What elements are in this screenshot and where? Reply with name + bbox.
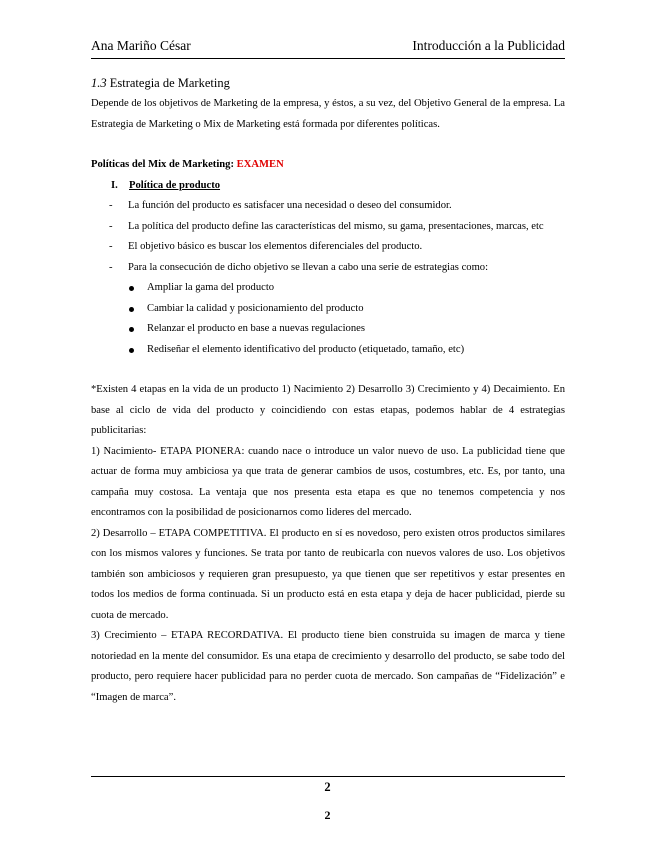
stage-paragraph-3: 3) Crecimiento – ETAPA RECORDATIVA. El producto tiene bien construida su imagen de marca y tiene notoriedad en la mente del consumidor. Es una etapa de crecimiento y desarrollo del producto, se sabe todo del producto, pero requiere hacer publicidad para no perder cuota de mercado. Son campañas de “Fidelización” e “Imagen de marca”. (91, 630, 565, 703)
bullet-item (91, 299, 565, 320)
bullet-item (91, 319, 565, 340)
policy-item-title: Política de producto (129, 179, 221, 191)
dash-item: - La función del producto es satisfacer una necesidad o deseo del consumidor. (91, 196, 565, 217)
stage-paragraph-2: 2) Desarrollo – ETAPA COMPETITIVA. El producto en sí es novedoso, pero existen otros productos similares con los mismos valores y funciones. Se trata por tanto de reubicarla con nuevos valores de uso. Los objetivos también son ambiciosos y requieren gran presupuesto, ya que tienen que ser repetitivos y estar presentes en todos los medios de forma continuada. Si un producto está en esta etapa y deja de hacer publicidad, pierde su cuota de mercado. (91, 527, 565, 621)
policies-heading (91, 155, 565, 176)
bullet-item (91, 278, 565, 299)
exam-tag: EXAMEN (236, 159, 284, 170)
bullet-text: Relanzar el producto en base a nuevas regulaciones (147, 323, 365, 334)
section-title: Estrategia de Marketing (109, 76, 230, 90)
bullet-dot-icon (129, 348, 134, 353)
bullet-text: Rediseñar el elemento identificativo del producto (etiquetado, tamaño, etc) (147, 343, 465, 355)
section-number: 1.3 (91, 76, 107, 90)
dash-item: - Para la consecución de dicho objetivo se llevan a cabo una serie de estrategias como: (91, 258, 565, 279)
footer-page-number: 2 (324, 780, 331, 794)
policy-item (111, 176, 565, 197)
footer-divider (91, 776, 565, 777)
bullet-dot-icon (129, 307, 134, 312)
section-heading (91, 72, 565, 94)
header-author: Ana Mariño César (91, 38, 191, 53)
page-header (91, 36, 565, 59)
bullet-text: Ampliar la gama del producto (147, 282, 275, 293)
bullet-item (91, 340, 565, 361)
policy-item-number: I. (111, 179, 118, 191)
page-body (91, 72, 565, 708)
bullet-dot-icon (129, 286, 134, 291)
section-intro: Depende de los objetivos de Marketing de la empresa, y éstos, a su vez, del Objetivo General de la empresa. La Estrategia de Marketing o Mix de Marketing está formada por diferentes políticas. (91, 98, 565, 130)
stage-paragraph-1: 1) Nacimiento- ETAPA PIONERA: cuando nace o introduce un valor nuevo de uso. La publicidad tiene que actuar de forma muy ambiciosa ya que trata de generar cambios de usos, costumbres, etc. Es, por tanto, una campaña muy costosa. La ventaja que nos presenta esta etapa es que no tenemos competencia y nos encontramos con la posibilidad de posicionarnos como lideres del mercado. (91, 445, 565, 518)
bullet-dot-icon (129, 327, 134, 332)
header-course: Introducción a la Publicidad (412, 38, 565, 53)
bullet-text: Cambiar la calidad y posicionamiento del producto (147, 302, 364, 314)
dash-item: - El objetivo básico es buscar los elementos diferenciales del producto. (91, 237, 565, 258)
spacer (91, 360, 565, 380)
policies-heading-text: Políticas del Mix de Marketing: (91, 159, 234, 170)
page-number: 2 (324, 808, 331, 822)
stages-intro: *Existen 4 etapas en la vida de un producto 1) Nacimiento 2) Desarrollo 3) Crecimiento y 4) Decaimiento. En base al ciclo de vida del producto y coincidiendo con estas etapas, podemos hablar de 4 estrategias publicitarias: (91, 384, 565, 436)
dash-item: - La política del producto define las características del mismo, su gama, presentaciones, marcas, etc (91, 217, 565, 238)
